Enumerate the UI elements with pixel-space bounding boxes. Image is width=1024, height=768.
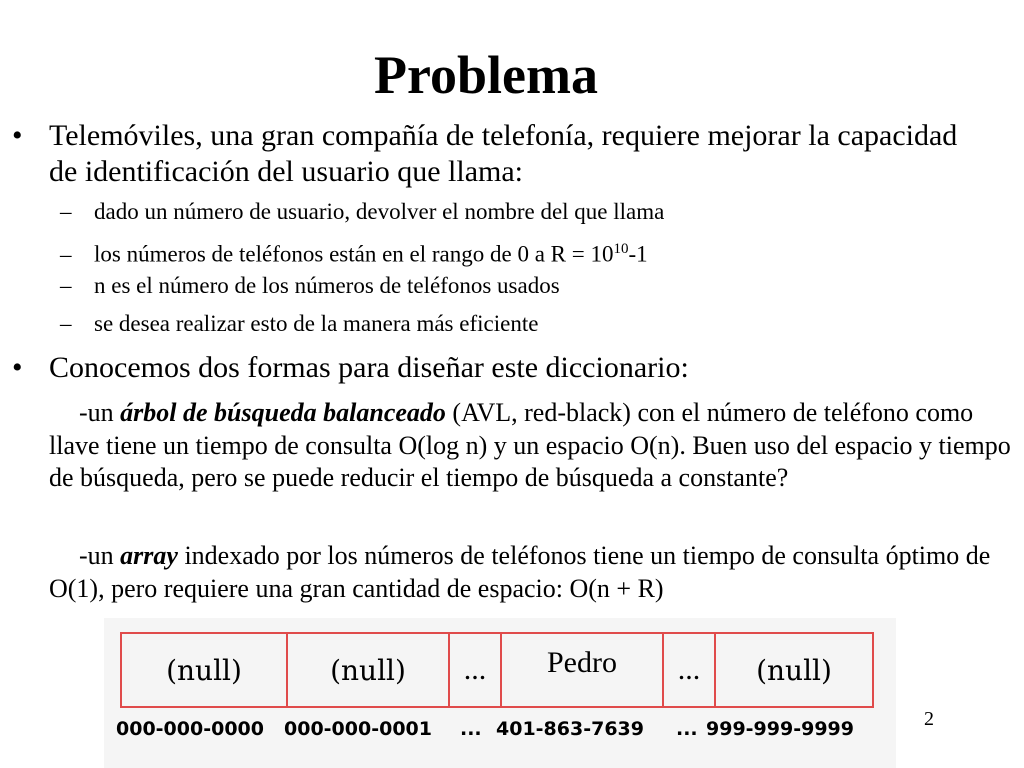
page-number: 2 [924, 708, 934, 730]
sub-item [60, 197, 664, 227]
array-cell-ellipsis: ... [663, 633, 715, 707]
paragraph-array [49, 540, 1014, 605]
exponent: 10 [613, 241, 629, 257]
sub-item-text: dado un número de usuario, devolver el nombre del que llama [94, 199, 665, 224]
array-cell: (null) [287, 633, 449, 707]
array-cell: (null) [121, 633, 287, 707]
array-key-ellipsis: ... [460, 718, 482, 740]
dash-marker: – [60, 311, 72, 336]
paragraph-tree [49, 397, 1014, 495]
sub-item [60, 271, 560, 301]
para-prefix: -un [79, 541, 121, 570]
array-key: 999-999-9999 [706, 718, 854, 740]
bullet-text-1: Telemóviles, una gran compañía de telefonía, requiere mejorar la capacidad de identificación del usuario que llama: [49, 119, 958, 188]
sub-item-text-tail: -1 [628, 241, 648, 267]
array-diagram [104, 618, 896, 768]
array-key-ellipsis: ... [676, 718, 698, 740]
dash-marker: – [60, 199, 72, 224]
para-emphasis: árbol de búsqueda balanceado [120, 398, 446, 427]
bullet-text-2: Conocemos dos formas para diseñar este diccionario: [49, 351, 689, 384]
sub-item [60, 309, 538, 339]
para-body: (AVL, red-black) con el número de teléfono como llave tiene un tiempo de consulta O(log n) y un espacio O(n). Buen uso del espacio y tiempo de búsqueda, pero se puede reducir el tiempo de búsqueda a constante? [49, 398, 1011, 492]
sub-item-text: los números de teléfonos están en el rango de 0 a R = 10 [94, 241, 614, 267]
sub-item-text: se desea realizar esto de la manera más eficiente [94, 311, 539, 336]
para-emphasis: array [120, 541, 178, 570]
array-key: 000-000-0000 [116, 718, 264, 740]
array-cell: (null) [715, 633, 873, 707]
sub-item [60, 234, 648, 270]
para-body: indexado por los números de teléfonos tiene un tiempo de consulta óptimo de O(1), pero requiere una gran cantidad de espacio: O(n + R) [49, 541, 991, 603]
bullet-marker: • [12, 351, 23, 384]
dash-marker: – [60, 273, 72, 298]
array-cells [120, 632, 874, 708]
array-key: 401-863-7639 [496, 718, 644, 740]
array-cell: Pedro [501, 633, 663, 707]
bullet-marker: • [12, 119, 23, 152]
array-cell-ellipsis: ... [449, 633, 501, 707]
array-key: 000-000-0001 [284, 718, 432, 740]
slide-title: Problema [374, 45, 598, 105]
para-prefix: -un [79, 398, 121, 427]
dash-marker: – [60, 241, 72, 267]
sub-item-text: n es el número de los números de teléfonos usados [94, 273, 560, 298]
